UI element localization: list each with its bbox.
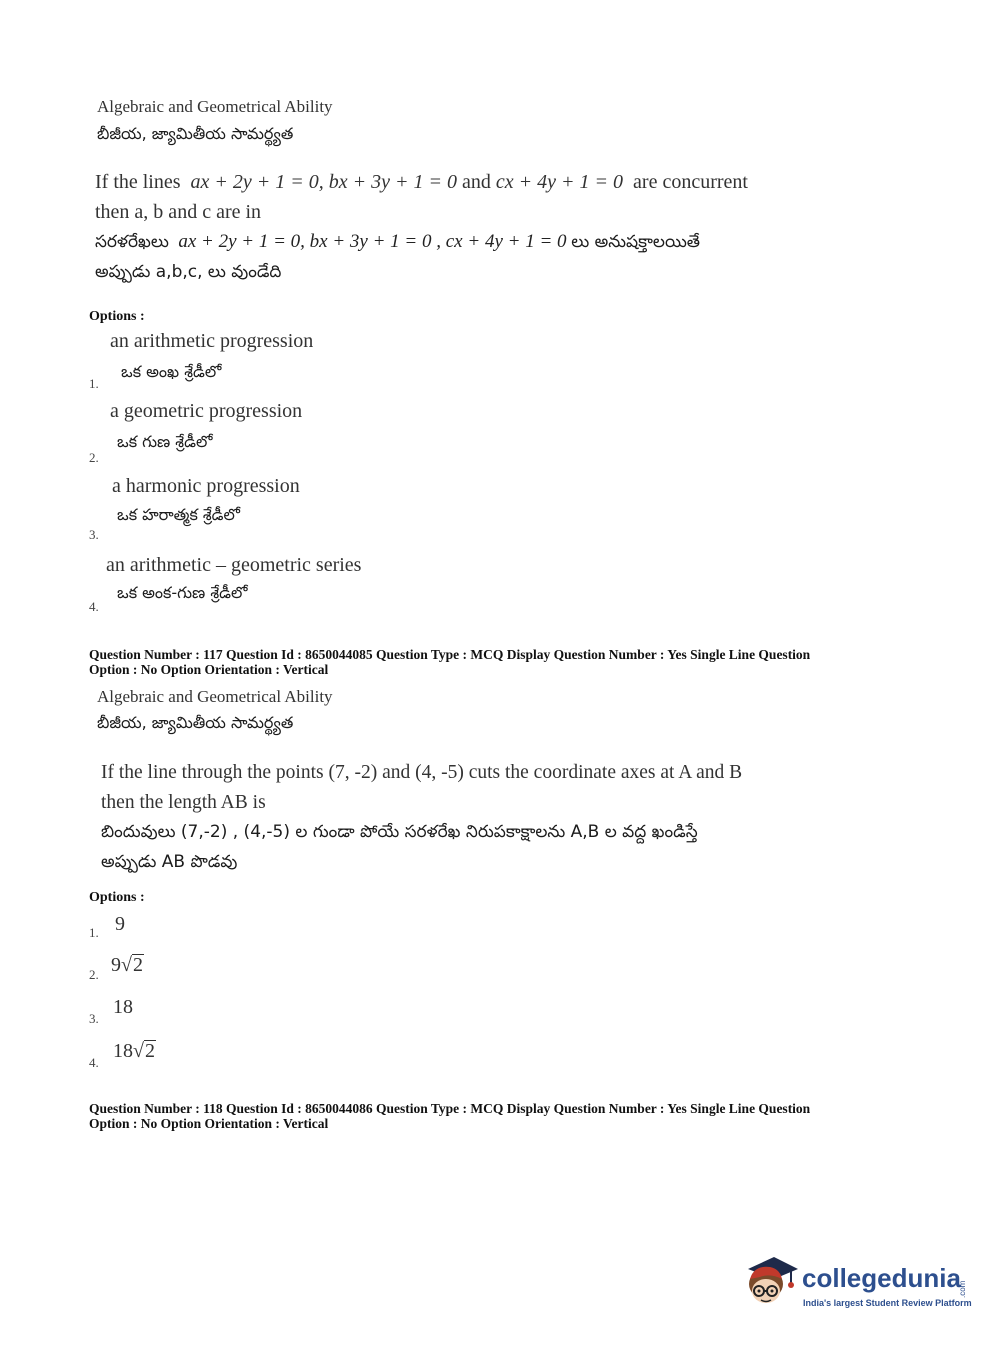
option-2-number: 2. bbox=[89, 450, 99, 465]
option-1-number: 1. bbox=[89, 376, 99, 391]
question-meta-line1: Question Number : 117 Question Id : 8650044085 Question Type : MCQ Display Question Number : Yes Single Line Question bbox=[89, 647, 811, 662]
option-2-text-te: ఒక గుణ శ్రేడీలో bbox=[117, 432, 213, 451]
options-label: Options : bbox=[89, 309, 145, 324]
question-text-te-line2: అప్పుడు a,b,c, లు వుండేది bbox=[95, 262, 282, 282]
collegedunia-mascot-icon bbox=[740, 1251, 800, 1311]
question-meta-line1: Question Number : 118 Question Id : 8650044086 Question Type : MCQ Display Question Number : Yes Single Line Question bbox=[89, 1101, 811, 1116]
option-3-text-te: ఒక హరాత్మక శ్రేడీలో bbox=[117, 505, 240, 524]
question-text-te-line1: సరళరేఖలు ax + 2y + 1 = 0, bx + 3y + 1 = 0 , cx + 4y + 1 = 0 లు అనుషక్తాలయితే bbox=[95, 231, 701, 252]
option-3-value: 18 bbox=[113, 996, 133, 1018]
option-4-value: 18√2 bbox=[113, 1040, 155, 1062]
question-meta-line2: Option : No Option Orientation : Vertical bbox=[89, 662, 329, 677]
option-2-value: 9√2 bbox=[111, 954, 143, 976]
option-1-number: 1. bbox=[89, 925, 99, 940]
sqrt-radicand: 2 bbox=[132, 954, 143, 976]
option-3-number: 3. bbox=[89, 527, 99, 542]
options-label: Options : bbox=[89, 890, 145, 905]
logo-com-suffix: .com bbox=[958, 1280, 967, 1298]
subject-heading-en: Algebraic and Geometrical Ability bbox=[97, 97, 333, 116]
option-2-text-en: a geometric progression bbox=[110, 400, 303, 422]
option-1-text-te: ఒక అంఖ శ్రేడీలో bbox=[121, 362, 222, 381]
subject-heading-te: బీజీయ, జ్యామితీయ సామర్థ్యత bbox=[97, 124, 294, 143]
subject-heading-te: బీజీయ, జ్యామితీయ సామర్థ్యత bbox=[97, 713, 294, 732]
question-text-en-line2: then a, b and c are in bbox=[95, 201, 262, 223]
option-2-number: 2. bbox=[89, 967, 99, 982]
option-3-text-en: a harmonic progression bbox=[112, 475, 300, 497]
logo-wordmark: collegedunia bbox=[802, 1263, 961, 1293]
option-4-text-te: ఒక అంక-గుణ శ్రేడీలో bbox=[117, 583, 248, 602]
sqrt-radicand: 2 bbox=[144, 1040, 155, 1062]
question-text-en-line1: If the line through the points (7, -2) and (4, -5) cuts the coordinate axes at A and B bbox=[101, 762, 743, 783]
subject-heading-en: Algebraic and Geometrical Ability bbox=[97, 687, 333, 706]
option-3-number: 3. bbox=[89, 1011, 99, 1026]
logo-tagline: India's largest Student Review Platform bbox=[803, 1298, 972, 1308]
question-text-en-line2: then the length AB is bbox=[101, 792, 266, 813]
option-4-number: 4. bbox=[89, 599, 99, 614]
option-4-number: 4. bbox=[89, 1055, 99, 1070]
option-1-value: 9 bbox=[115, 913, 125, 935]
option-4-text-en: an arithmetic – geometric series bbox=[106, 554, 362, 576]
question-text-en-line1: If the lines ax + 2y + 1 = 0, bx + 3y + 1 = 0 and cx + 4y + 1 = 0 are concurrent bbox=[95, 171, 748, 193]
option-1-text-en: an arithmetic progression bbox=[110, 330, 314, 352]
question-text-te-line1: బిందువులు (7,-2) , (4,-5) ల గుండా పోయే సరళరేఖ నిరుపకాక్షాలను A,B ల వద్ద ఖండిస్తే bbox=[101, 822, 698, 842]
question-text-te-line2: అప్పుడు AB పొడవు bbox=[101, 852, 238, 872]
question-meta-line2: Option : No Option Orientation : Vertical bbox=[89, 1116, 329, 1131]
